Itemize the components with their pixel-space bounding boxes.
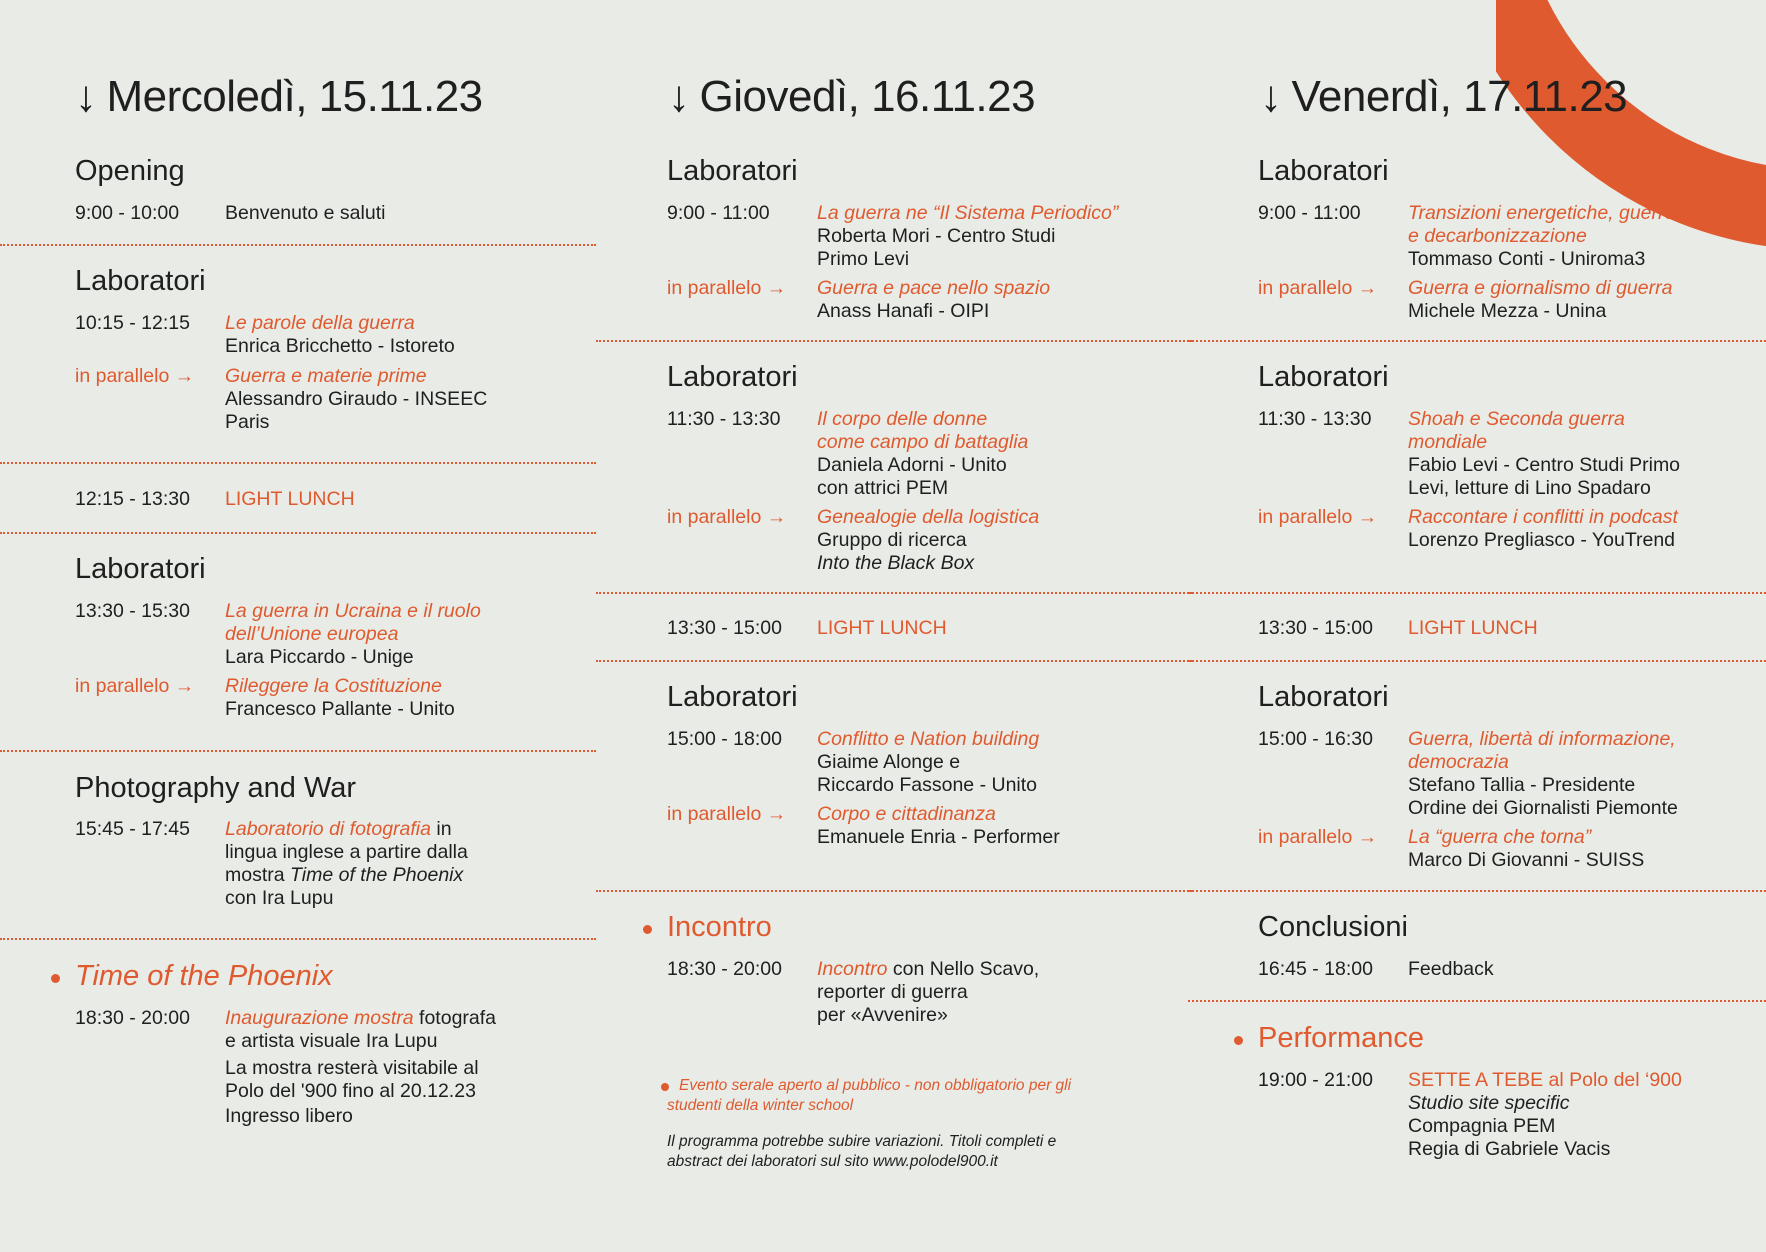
evening-note: studenti della winter school (667, 1097, 854, 1114)
section-title-laboratori: Laboratori (1258, 155, 1389, 187)
session-speaker: Riccardo Fassone - Unito (817, 774, 1038, 796)
dotted-divider (1188, 1000, 1766, 1002)
session-time: 13:30 - 15:00 (1258, 617, 1373, 639)
section-title-laboratori: Laboratori (667, 361, 798, 393)
day-heading: ↓ Giovedì, 16.11.23 (668, 72, 1036, 121)
session-speaker: Roberta Mori - Centro Studi (817, 225, 1056, 247)
parallel-label: in parallelo → (1258, 506, 1378, 528)
arrow-down-icon: ↓ (1260, 72, 1282, 121)
section-title-laboratori: Laboratori (1258, 681, 1389, 713)
section-title-conclusioni: Conclusioni (1258, 911, 1408, 943)
session-title: Conflitto e Nation building (817, 728, 1040, 750)
session-time: 13:30 - 15:30 (75, 600, 190, 622)
session-speaker: Stefano Tallia - Presidente (1408, 774, 1636, 796)
session-speaker: Daniela Adorni - Unito (817, 454, 1007, 476)
section-title-opening: Opening (75, 155, 185, 187)
bullet-dot-icon (661, 1083, 669, 1091)
bullet-dot-icon (51, 974, 60, 983)
session-speaker: Gruppo di ricerca (817, 529, 967, 551)
session-title: Laboratorio di fotografia (225, 818, 431, 840)
evening-note: Evento serale aperto al pubblico - non obbligatorio per gli (679, 1077, 1072, 1094)
session-speaker: Francesco Pallante - Unito (225, 698, 455, 720)
session-speaker: Ordine dei Giornalisti Piemonte (1408, 797, 1678, 819)
session-speaker: Primo Levi (817, 248, 910, 270)
parallel-label: in parallelo → (667, 803, 787, 825)
session-title: Le parole della guerra (225, 312, 415, 334)
parallel-label: in parallelo → (667, 277, 787, 299)
lunch-label: LIGHT LUNCH (817, 617, 947, 639)
section-title-photography: Photography and War (75, 772, 357, 804)
bullet-dot-icon (643, 925, 652, 934)
bullet-dot-icon (1234, 1036, 1243, 1045)
disclaimer-note: Il programma potrebbe subire variazioni. Titoli completi e (667, 1133, 1057, 1150)
session-title: mondiale (1408, 431, 1488, 453)
session-title: La guerra ne “Il Sistema Periodico” (817, 202, 1119, 224)
parallel-label: in parallelo → (75, 675, 195, 697)
session-title: Corpo e cittadinanza (817, 803, 996, 825)
arrow-down-icon: ↓ (75, 72, 97, 121)
dotted-divider (1188, 890, 1766, 892)
session-title: Genealogie della logistica (817, 506, 1040, 528)
dotted-divider (0, 532, 596, 534)
session-title: Il corpo delle donne (817, 408, 988, 430)
session-time: 12:15 - 13:30 (75, 488, 190, 510)
session-time: 15:00 - 18:00 (667, 728, 782, 750)
lunch-label: LIGHT LUNCH (1408, 617, 1538, 639)
section-title-laboratori: Laboratori (75, 265, 206, 297)
session-title: Guerra e pace nello spazio (817, 277, 1051, 299)
session-title: Raccontare i conflitti in podcast (1408, 506, 1678, 528)
session-title: democrazia (1408, 751, 1509, 773)
session-speaker: Lorenzo Pregliasco - YouTrend (1408, 529, 1676, 551)
session-time: 18:30 - 20:00 (667, 958, 782, 980)
session-speaker: Michele Mezza - Unina (1408, 300, 1607, 322)
dotted-divider (1188, 592, 1766, 594)
session-title: La “guerra che torna” (1408, 826, 1592, 848)
section-title-laboratori: Laboratori (75, 553, 206, 585)
session-title: SETTE A TEBE al Polo del ‘900 (1408, 1069, 1682, 1091)
session-title: Guerra e materie prime (225, 365, 427, 387)
parallel-label: in parallelo → (667, 506, 787, 528)
dotted-divider (0, 244, 596, 246)
footer-notes (667, 1076, 1071, 1172)
section-title-laboratori: Laboratori (667, 155, 798, 187)
session-time: 11:30 - 13:30 (1258, 408, 1372, 430)
session-text: Benvenuto e saluti (225, 202, 386, 224)
session-time: 9:00 - 11:00 (667, 202, 770, 224)
section-title-time-of-the-phoenix: Time of the Phoenix (75, 960, 333, 993)
session-speaker: Alessandro Giraudo - INSEEC (225, 388, 488, 410)
session-speaker: Anass Hanafi - OIPI (817, 300, 990, 322)
dotted-divider (0, 750, 596, 752)
session-title: Inaugurazione mostra (225, 1007, 414, 1029)
day-heading: ↓ Mercoledì, 15.11.23 (75, 72, 483, 121)
session-speaker: Into the Black Box (817, 552, 975, 574)
session-title: Transizioni energetiche, guerre (1408, 202, 1676, 224)
session-title: Guerra, libertà di informazione, (1408, 728, 1676, 750)
session-text: Feedback (1408, 958, 1494, 980)
session-title: La guerra in Ucraina e il ruolo (225, 600, 481, 622)
session-title: Incontro (817, 958, 888, 980)
session-speaker: Emanuele Enria - Performer (817, 826, 1060, 848)
session-title: dell’Unione europea (225, 623, 399, 645)
dotted-divider (596, 660, 1192, 662)
section-title-incontro: Incontro (667, 911, 772, 944)
session-title: e decarbonizzazione (1408, 225, 1587, 247)
session-speaker: Enrica Bricchetto - Istoreto (225, 335, 455, 357)
dotted-divider (596, 340, 1192, 342)
dotted-divider (1188, 340, 1766, 342)
section-title-laboratori: Laboratori (1258, 361, 1389, 393)
dotted-divider (596, 890, 1192, 892)
parallel-label: in parallelo → (1258, 277, 1378, 299)
session-title: Rileggere la Costituzione (225, 675, 442, 697)
session-speaker: con attrici PEM (817, 477, 949, 499)
lunch-label: LIGHT LUNCH (225, 488, 355, 510)
section-title-performance: Performance (1258, 1022, 1424, 1055)
session-time: 13:30 - 15:00 (667, 617, 782, 639)
session-speaker: Tommaso Conti - Uniroma3 (1408, 248, 1646, 270)
parallel-label: in parallelo → (1258, 826, 1378, 848)
session-time: 16:45 - 18:00 (1258, 958, 1373, 980)
session-title: come campo di battaglia (817, 431, 1029, 453)
dotted-divider (0, 462, 596, 464)
disclaimer-note: abstract dei laboratori sul sito www.polodel900.it (667, 1153, 998, 1170)
day-heading: ↓ Venerdì, 17.11.23 (1260, 72, 1628, 121)
session-time: 11:30 - 13:30 (667, 408, 781, 430)
dotted-divider (0, 938, 596, 940)
session-title: Guerra e giornalismo di guerra (1408, 277, 1673, 299)
session-speaker: Fabio Levi - Centro Studi Primo (1408, 454, 1681, 476)
session-speaker: Paris (225, 411, 270, 433)
session-time: 15:00 - 16:30 (1258, 728, 1373, 750)
session-time: 9:00 - 11:00 (1258, 202, 1361, 224)
session-time: 15:45 - 17:45 (75, 818, 190, 840)
session-time: 9:00 - 10:00 (75, 202, 180, 224)
session-time: 19:00 - 21:00 (1258, 1069, 1373, 1091)
section-title-laboratori: Laboratori (667, 681, 798, 713)
session-speaker: Lara Piccardo - Unige (225, 646, 414, 668)
session-time: 18:30 - 20:00 (75, 1007, 190, 1029)
session-title: Shoah e Seconda guerra (1408, 408, 1625, 430)
dotted-divider (1188, 660, 1766, 662)
session-speaker: Levi, letture di Lino Spadaro (1408, 477, 1651, 499)
session-time: 10:15 - 12:15 (75, 312, 190, 334)
session-speaker: Giaime Alonge e (817, 751, 961, 773)
arrow-down-icon: ↓ (668, 72, 690, 121)
session-speaker: Marco Di Giovanni - SUISS (1408, 849, 1645, 871)
dotted-divider (596, 592, 1192, 594)
parallel-label: in parallelo → (75, 365, 195, 387)
